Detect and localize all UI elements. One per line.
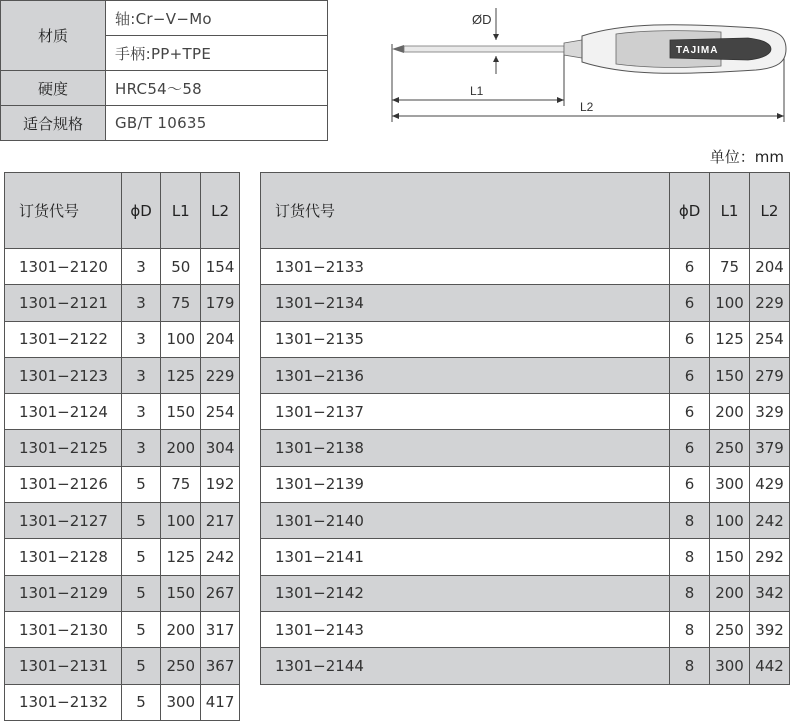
standard-label: 适合规格 xyxy=(1,106,106,141)
l2-cell: 442 xyxy=(750,648,790,684)
d-dimension-label: ØD xyxy=(472,12,492,27)
table-row xyxy=(261,394,790,430)
l2-cell: 154 xyxy=(201,249,240,285)
order-code-cell: 1301−2138 xyxy=(261,430,670,466)
l2-cell: 229 xyxy=(201,357,240,393)
l1-cell: 75 xyxy=(161,466,201,502)
diameter-cell: 5 xyxy=(121,611,161,647)
order-code-cell: 1301−2139 xyxy=(261,466,670,502)
l1-cell: 250 xyxy=(161,648,201,684)
l2-cell: 242 xyxy=(750,503,790,539)
header-order-code: 订货代号 xyxy=(5,173,122,249)
order-code-cell: 1301−2125 xyxy=(5,430,122,466)
diameter-cell: 3 xyxy=(121,394,161,430)
l2-cell: 292 xyxy=(750,539,790,575)
blade-tip xyxy=(392,45,404,53)
diameter-cell: 8 xyxy=(670,539,710,575)
table-row xyxy=(5,466,240,502)
order-code-cell: 1301−2135 xyxy=(261,321,670,357)
diameter-cell: 5 xyxy=(121,539,161,575)
l2-cell: 242 xyxy=(201,539,240,575)
spec-row-material-shaft xyxy=(1,1,328,36)
order-code-cell: 1301−2129 xyxy=(5,575,122,611)
order-code-cell: 1301−2122 xyxy=(5,321,122,357)
diameter-cell: 5 xyxy=(121,466,161,502)
l2-cell: 304 xyxy=(201,430,240,466)
l2-cell: 217 xyxy=(201,503,240,539)
l1-cell: 75 xyxy=(710,249,750,285)
table-row xyxy=(5,321,240,357)
l1-cell: 200 xyxy=(161,430,201,466)
l1-cell: 250 xyxy=(710,430,750,466)
l2-dimension-label: L2 xyxy=(580,100,594,114)
table-row xyxy=(261,321,790,357)
l1-cell: 125 xyxy=(161,357,201,393)
shaft-material: 轴:Cr−V−Mo xyxy=(106,1,328,36)
table-row xyxy=(261,285,790,321)
order-code-cell: 1301−2128 xyxy=(5,539,122,575)
order-table-left-body xyxy=(5,249,240,721)
table-row xyxy=(261,648,790,684)
d-arrow-bottom xyxy=(493,56,499,62)
diameter-cell: 3 xyxy=(121,430,161,466)
table-row xyxy=(261,539,790,575)
l2-cell: 267 xyxy=(201,575,240,611)
diameter-cell: 3 xyxy=(121,321,161,357)
unit-label: 单位：mm xyxy=(709,148,784,166)
order-code-cell: 1301−2140 xyxy=(261,503,670,539)
l1-cell: 100 xyxy=(710,285,750,321)
diameter-cell: 3 xyxy=(121,285,161,321)
l1-cell: 300 xyxy=(161,684,201,720)
order-code-cell: 1301−2127 xyxy=(5,503,122,539)
l1-cell: 100 xyxy=(161,503,201,539)
order-code-cell: 1301−2124 xyxy=(5,394,122,430)
l1-cell: 300 xyxy=(710,648,750,684)
order-code-cell: 1301−2123 xyxy=(5,357,122,393)
order-table-left xyxy=(4,172,240,721)
diameter-cell: 5 xyxy=(121,503,161,539)
order-code-cell: 1301−2144 xyxy=(261,648,670,684)
header-order-code: 订货代号 xyxy=(261,173,670,249)
l2-cell: 192 xyxy=(201,466,240,502)
table-row xyxy=(261,611,790,647)
l2-cell: 329 xyxy=(750,394,790,430)
diameter-cell: 6 xyxy=(670,466,710,502)
order-code-cell: 1301−2142 xyxy=(261,575,670,611)
l1-arrow-right xyxy=(557,97,564,103)
table-row xyxy=(5,430,240,466)
order-code-cell: 1301−2132 xyxy=(5,684,122,720)
l2-cell: 342 xyxy=(750,575,790,611)
order-code-cell: 1301−2143 xyxy=(261,611,670,647)
l1-cell: 75 xyxy=(161,285,201,321)
l1-cell: 125 xyxy=(710,321,750,357)
diameter-cell: 6 xyxy=(670,430,710,466)
table-row xyxy=(261,357,790,393)
l1-cell: 125 xyxy=(161,539,201,575)
diameter-cell: 6 xyxy=(670,321,710,357)
table-row xyxy=(5,575,240,611)
l2-cell: 179 xyxy=(201,285,240,321)
l1-cell: 150 xyxy=(161,394,201,430)
diameter-cell: 6 xyxy=(670,394,710,430)
spec-row-hardness xyxy=(1,71,328,106)
l2-cell: 204 xyxy=(201,321,240,357)
diameter-cell: 8 xyxy=(670,503,710,539)
l1-cell: 50 xyxy=(161,249,201,285)
l2-arrow-left xyxy=(392,113,399,119)
order-code-cell: 1301−2121 xyxy=(5,285,122,321)
order-code-cell: 1301−2136 xyxy=(261,357,670,393)
l1-cell: 150 xyxy=(710,539,750,575)
table-row xyxy=(5,357,240,393)
table-row xyxy=(261,466,790,502)
header-diameter: ϕD xyxy=(670,173,710,249)
table-row xyxy=(5,684,240,720)
diameter-cell: 5 xyxy=(121,648,161,684)
shaft xyxy=(404,46,564,52)
order-table-right xyxy=(260,172,790,685)
order-code-cell: 1301−2134 xyxy=(261,285,670,321)
order-code-cell: 1301−2137 xyxy=(261,394,670,430)
l1-arrow-left xyxy=(392,97,399,103)
diameter-cell: 5 xyxy=(121,684,161,720)
l2-cell: 367 xyxy=(201,648,240,684)
l2-cell: 317 xyxy=(201,611,240,647)
table-row xyxy=(261,575,790,611)
header-l1: L1 xyxy=(710,173,750,249)
diameter-cell: 8 xyxy=(670,575,710,611)
order-code-cell: 1301−2133 xyxy=(261,249,670,285)
l2-cell: 204 xyxy=(750,249,790,285)
header-l2: L2 xyxy=(201,173,240,249)
diameter-cell: 8 xyxy=(670,648,710,684)
diameter-cell: 8 xyxy=(670,611,710,647)
table-row xyxy=(261,503,790,539)
table-row xyxy=(5,503,240,539)
order-table-header xyxy=(5,173,240,249)
l2-cell: 392 xyxy=(750,611,790,647)
table-row xyxy=(5,648,240,684)
ferrule xyxy=(564,40,582,58)
order-table-right-body xyxy=(261,249,790,685)
l1-cell: 200 xyxy=(161,611,201,647)
l2-cell: 429 xyxy=(750,466,790,502)
l2-cell: 417 xyxy=(201,684,240,720)
screwdriver-dimension-drawing xyxy=(386,0,790,130)
d-arrow-top xyxy=(493,34,499,40)
order-code-cell: 1301−2120 xyxy=(5,249,122,285)
l1-cell: 100 xyxy=(161,321,201,357)
l2-cell: 254 xyxy=(750,321,790,357)
table-row xyxy=(5,611,240,647)
l1-cell: 250 xyxy=(710,611,750,647)
handle-material: 手柄:PP+TPE xyxy=(106,36,328,71)
header-l1: L1 xyxy=(161,173,201,249)
diameter-cell: 5 xyxy=(121,575,161,611)
hardness-value: HRC54～58 xyxy=(106,71,328,106)
l1-cell: 300 xyxy=(710,466,750,502)
order-table-header xyxy=(261,173,790,249)
diameter-cell: 6 xyxy=(670,357,710,393)
spec-table xyxy=(0,0,328,141)
spec-row-standard xyxy=(1,106,328,141)
l2-cell: 254 xyxy=(201,394,240,430)
l2-cell: 229 xyxy=(750,285,790,321)
l1-cell: 100 xyxy=(710,503,750,539)
material-label: 材质 xyxy=(1,1,106,71)
diameter-cell: 6 xyxy=(670,285,710,321)
table-row xyxy=(5,539,240,575)
order-code-cell: 1301−2126 xyxy=(5,466,122,502)
table-row xyxy=(5,285,240,321)
l2-cell: 279 xyxy=(750,357,790,393)
standard-value: GB/T 10635 xyxy=(106,106,328,141)
table-row xyxy=(261,430,790,466)
l2-arrow-right xyxy=(777,113,784,119)
order-code-cell: 1301−2130 xyxy=(5,611,122,647)
table-row xyxy=(5,249,240,285)
header-diameter: ϕD xyxy=(121,173,161,249)
diameter-cell: 3 xyxy=(121,249,161,285)
diameter-cell: 3 xyxy=(121,357,161,393)
brand-logo: TAJIMA xyxy=(676,45,719,56)
order-code-cell: 1301−2141 xyxy=(261,539,670,575)
l1-cell: 200 xyxy=(710,575,750,611)
header-l2: L2 xyxy=(750,173,790,249)
table-row xyxy=(5,394,240,430)
diameter-cell: 6 xyxy=(670,249,710,285)
l2-cell: 379 xyxy=(750,430,790,466)
l1-dimension-label: L1 xyxy=(470,84,484,98)
l1-cell: 200 xyxy=(710,394,750,430)
hardness-label: 硬度 xyxy=(1,71,106,106)
table-row xyxy=(261,249,790,285)
l1-cell: 150 xyxy=(161,575,201,611)
l1-cell: 150 xyxy=(710,357,750,393)
order-code-cell: 1301−2131 xyxy=(5,648,122,684)
